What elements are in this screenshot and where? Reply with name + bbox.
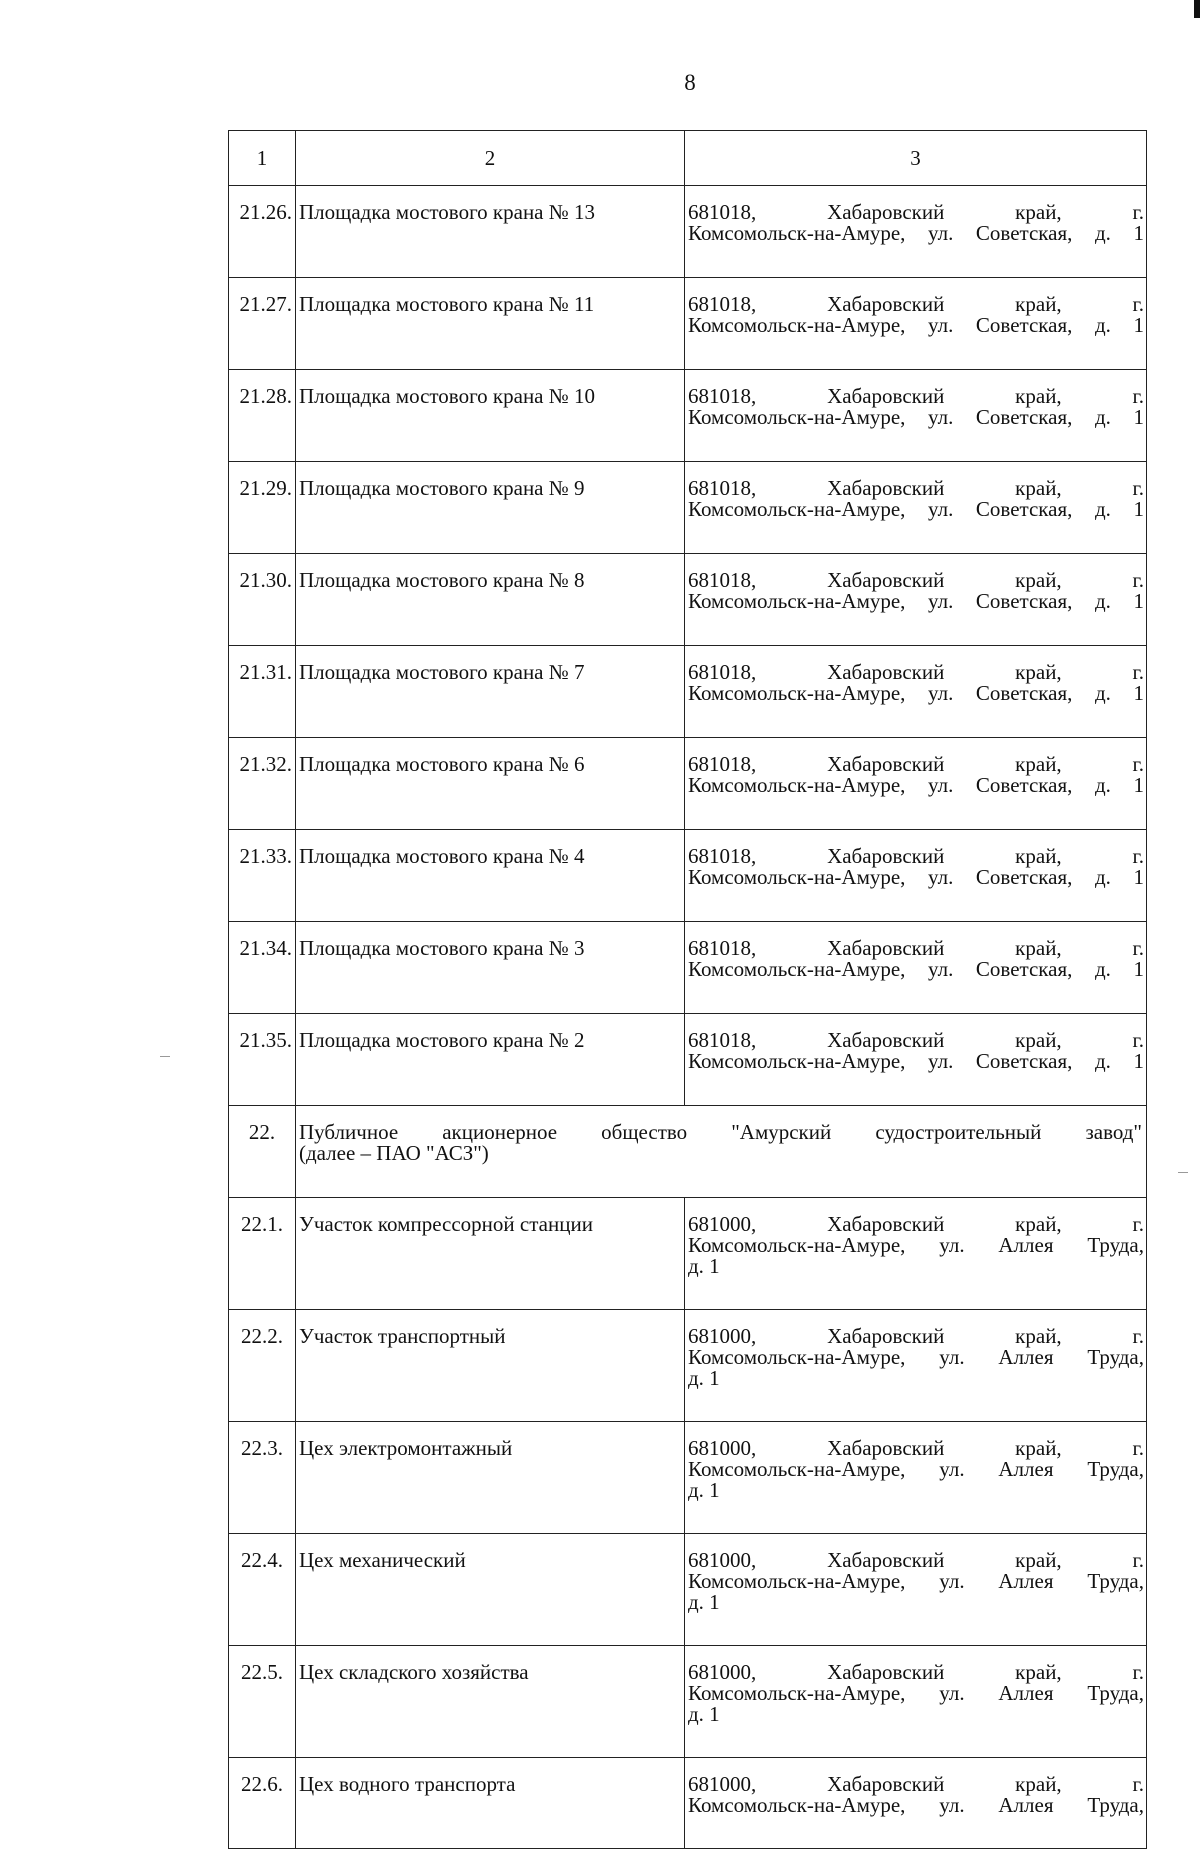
row-name: Цех складского хозяйства [296, 1646, 685, 1758]
address-line-1: 681018, Хабаровский край, г. [688, 752, 1144, 776]
row-number: 21.33. [229, 830, 296, 922]
table-row [229, 738, 1147, 830]
address-line-1: 681018, Хабаровский край, г. [688, 936, 1144, 960]
address-line-1: 681018, Хабаровский край, г. [688, 476, 1144, 500]
table-row [229, 1198, 1147, 1310]
address-line-1: 681000, Хабаровский край, г. [688, 1324, 1144, 1348]
address-line-2: Комсомольск-на-Амуре, ул. Аллея Труда, [688, 1569, 1144, 1593]
org-row [229, 1106, 1147, 1198]
row-number: 21.30. [229, 554, 296, 646]
row-name: Площадка мостового крана № 6 [296, 738, 685, 830]
header-cell-1: 1 [229, 131, 296, 186]
address-line-1: 681000, Хабаровский край, г. [688, 1548, 1144, 1572]
address-line-2: Комсомольск-на-Амуре, ул. Аллея Труда, [688, 1233, 1144, 1257]
address-line-2: Комсомольск-на-Амуре, ул. Аллея Труда, [688, 1793, 1144, 1817]
row-name: Цех механический [296, 1534, 685, 1646]
table-row [229, 1422, 1147, 1534]
row-number: 22.4. [229, 1534, 296, 1646]
address-line-2: Комсомольск-на-Амуре, ул. Аллея Труда, [688, 1457, 1144, 1481]
address-line-2: Комсомольск-на-Амуре, ул. Советская, д. 1 [688, 313, 1144, 337]
row-number: 21.32. [229, 738, 296, 830]
address-line-2: Комсомольск-на-Амуре, ул. Советская, д. 1 [688, 405, 1144, 429]
row-name: Площадка мостового крана № 10 [296, 370, 685, 462]
row-name: Площадка мостового крана № 7 [296, 646, 685, 738]
address-line-1: 681000, Хабаровский край, г. [688, 1772, 1144, 1796]
row-address [685, 738, 1147, 830]
row-name: Площадка мостового крана № 3 [296, 922, 685, 1014]
row-address [685, 1422, 1147, 1534]
row-address [685, 830, 1147, 922]
row-name: Площадка мостового крана № 13 [296, 186, 685, 278]
row-number: 22.6. [229, 1758, 296, 1849]
address-line-1: 681018, Хабаровский край, г. [688, 292, 1144, 316]
address-line-3: д. 1 [688, 1702, 720, 1726]
address-line-2: Комсомольск-на-Амуре, ул. Советская, д. 1 [688, 497, 1144, 521]
row-number: 21.31. [229, 646, 296, 738]
address-line-2: Комсомольск-на-Амуре, ул. Аллея Труда, [688, 1345, 1144, 1369]
row-name: Участок транспортный [296, 1310, 685, 1422]
row-name: Площадка мостового крана № 2 [296, 1014, 685, 1106]
address-line-2: Комсомольск-на-Амуре, ул. Советская, д. 1 [688, 221, 1144, 245]
address-line-2: Комсомольск-на-Амуре, ул. Советская, д. 1 [688, 681, 1144, 705]
address-line-2: Комсомольск-на-Амуре, ул. Советская, д. 1 [688, 957, 1144, 981]
table-row [229, 1758, 1147, 1849]
address-line-2: Комсомольск-на-Амуре, ул. Советская, д. 1 [688, 865, 1144, 889]
row-address [685, 462, 1147, 554]
table-row [229, 646, 1147, 738]
address-line-1: 681018, Хабаровский край, г. [688, 660, 1144, 684]
table-row [229, 830, 1147, 922]
page-number: 8 [684, 70, 696, 95]
address-line-1: 681000, Хабаровский край, г. [688, 1212, 1144, 1236]
table-row [229, 1534, 1147, 1646]
address-line-3: д. 1 [688, 1478, 720, 1502]
table-row [229, 922, 1147, 1014]
row-address [685, 646, 1147, 738]
row-number: 21.26. [229, 186, 296, 278]
row-address [685, 922, 1147, 1014]
row-number: 22.2. [229, 1310, 296, 1422]
address-line-1: 681000, Хабаровский край, г. [688, 1660, 1144, 1684]
row-number: 21.34. [229, 922, 296, 1014]
table-header-row [229, 131, 1147, 186]
scan-speck [1178, 1172, 1188, 1173]
row-number: 21.28. [229, 370, 296, 462]
header-cell-3: 3 [685, 131, 1147, 186]
address-line-3: д. 1 [688, 1254, 720, 1278]
row-address [685, 554, 1147, 646]
header-cell-2: 2 [296, 131, 685, 186]
row-name: Площадка мостового крана № 4 [296, 830, 685, 922]
org-name-line-1: Публичное акционерное общество "Амурский судостроительный завод" [299, 1120, 1142, 1144]
row-address [685, 1310, 1147, 1422]
row-name: Площадка мостового крана № 11 [296, 278, 685, 370]
row-address [685, 186, 1147, 278]
row-address [685, 370, 1147, 462]
address-line-1: 681018, Хабаровский край, г. [688, 1028, 1144, 1052]
row-name: Цех электромонтажный [296, 1422, 685, 1534]
row-address [685, 1646, 1147, 1758]
address-line-1: 681018, Хабаровский край, г. [688, 844, 1144, 868]
row-address [685, 1534, 1147, 1646]
row-number: 21.27. [229, 278, 296, 370]
objects-table [228, 130, 1147, 1849]
table-row [229, 370, 1147, 462]
address-line-1: 681018, Хабаровский край, г. [688, 568, 1144, 592]
table-row [229, 554, 1147, 646]
row-number: 21.29. [229, 462, 296, 554]
scan-edge-mark [1194, 0, 1200, 18]
address-line-3: д. 1 [688, 1590, 720, 1614]
row-name: Площадка мостового крана № 8 [296, 554, 685, 646]
table-row [229, 1014, 1147, 1106]
row-number: 22.3. [229, 1422, 296, 1534]
address-line-3: д. 1 [688, 1366, 720, 1390]
table-row [229, 1310, 1147, 1422]
address-line-2: Комсомольск-на-Амуре, ул. Советская, д. 1 [688, 589, 1144, 613]
row-number: 21.35. [229, 1014, 296, 1106]
table-row [229, 186, 1147, 278]
address-line-1: 681018, Хабаровский край, г. [688, 200, 1144, 224]
table-row [229, 278, 1147, 370]
row-name: Цех водного транспорта [296, 1758, 685, 1849]
row-name: Участок компрессорной станции [296, 1198, 685, 1310]
row-address [685, 278, 1147, 370]
row-address [685, 1014, 1147, 1106]
table-row [229, 1646, 1147, 1758]
org-number: 22. [229, 1106, 296, 1198]
table-row [229, 462, 1147, 554]
org-name-line-2: (далее – ПАО "АСЗ") [299, 1141, 489, 1165]
address-line-1: 681000, Хабаровский край, г. [688, 1436, 1144, 1460]
row-number: 22.5. [229, 1646, 296, 1758]
row-name: Площадка мостового крана № 9 [296, 462, 685, 554]
address-line-2: Комсомольск-на-Амуре, ул. Советская, д. 1 [688, 1049, 1144, 1073]
row-address [685, 1198, 1147, 1310]
address-line-1: 681018, Хабаровский край, г. [688, 384, 1144, 408]
row-address [685, 1758, 1147, 1849]
address-line-2: Комсомольск-на-Амуре, ул. Аллея Труда, [688, 1681, 1144, 1705]
address-line-2: Комсомольск-на-Амуре, ул. Советская, д. 1 [688, 773, 1144, 797]
scan-speck [160, 1056, 170, 1057]
row-number: 22.1. [229, 1198, 296, 1310]
org-name [296, 1106, 1147, 1198]
